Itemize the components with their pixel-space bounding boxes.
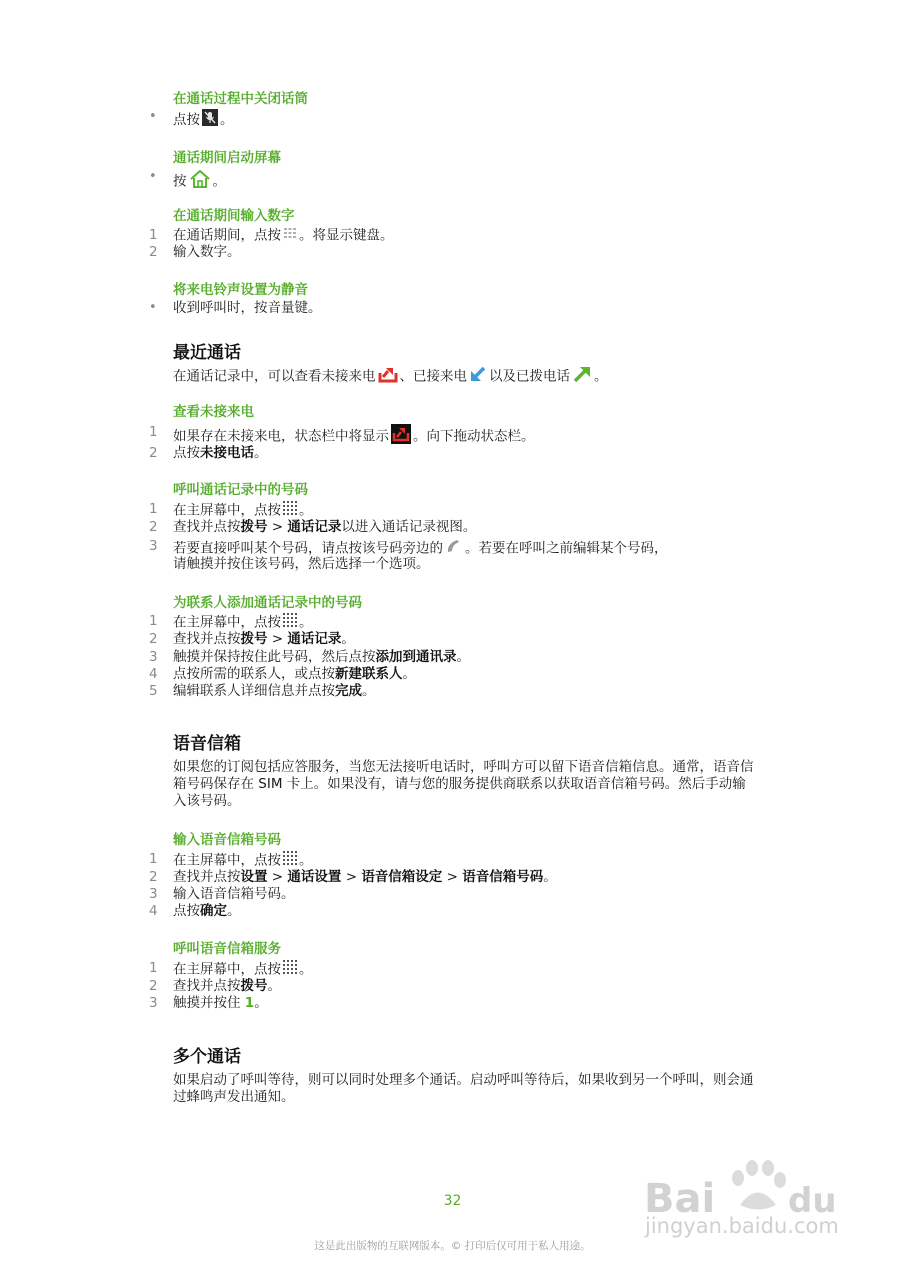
home-icon — [189, 169, 211, 194]
text: 触摸并按住 — [173, 995, 245, 1011]
step-vm-2 — [173, 869, 557, 886]
step-add-5 — [173, 683, 376, 700]
bullet: • — [149, 109, 157, 124]
text: 。 — [402, 666, 416, 682]
step-silence: 收到呼叫时，按音量键。 — [173, 300, 322, 316]
text: 。 — [220, 112, 234, 128]
step-number: 1 — [149, 424, 158, 440]
step-number: 1 — [149, 613, 158, 629]
step-number: 4 — [149, 903, 158, 919]
bold-term: 添加到通讯录 — [375, 649, 457, 665]
heading-silence: 将来电铃声设置为静音 — [173, 282, 308, 298]
step-vm-4 — [173, 903, 241, 920]
heading-mute: 在通话过程中关闭话筒 — [173, 91, 308, 107]
text: 。 — [299, 961, 313, 978]
text: 。 — [212, 173, 226, 190]
text: 在通话记录中，可以查看未接来电 — [173, 368, 376, 385]
step-number: 4 — [149, 666, 158, 682]
step-log-1 — [173, 501, 313, 520]
text-multi: 如果启动了呼叫等待，则可以同时处理多个通话。启动呼叫等待后，如果收到另一个呼叫，则会通过蜂鸣声发出通知。 — [173, 1072, 754, 1105]
step-vmcall-3 — [173, 995, 268, 1012]
heading-voicemail: 语音信箱 — [173, 734, 241, 754]
text: 如果存在未接来电，状态栏中将显示 — [173, 428, 389, 445]
footer-copyright: 这是此出版物的互联网版本。© 打印后仅可用于私人用途。 — [314, 1240, 591, 1252]
heading-multi: 多个通话 — [173, 1047, 241, 1067]
svg-text:Bai: Bai — [644, 1176, 716, 1220]
apps-grid-icon — [283, 851, 297, 870]
text: 查找并点按 — [173, 631, 241, 647]
step-mute — [173, 109, 234, 131]
step-number: 2 — [149, 978, 158, 994]
step-number: 2 — [149, 869, 158, 885]
text: > — [267, 519, 288, 535]
text: 按 — [173, 173, 187, 190]
bold-term: 完成 — [335, 683, 362, 699]
text: 。 — [594, 368, 608, 385]
apps-grid-icon — [283, 960, 297, 979]
text: 编辑联系人详细信息并点按 — [173, 683, 335, 699]
bold-term: 新建联系人 — [335, 666, 403, 682]
heading-call-from-log: 呼叫通话记录中的号码 — [173, 482, 308, 498]
step-number: 2 — [149, 244, 158, 260]
text: 。 — [254, 445, 268, 461]
step-number: 1 — [149, 851, 158, 867]
apps-grid-icon — [283, 613, 297, 632]
step-add-4 — [173, 666, 416, 683]
step-number: 2 — [149, 631, 158, 647]
step-vm-1 — [173, 851, 313, 870]
dialed-call-icon — [572, 364, 592, 389]
bold-term: 确定 — [200, 903, 227, 919]
text: 在主屏幕中，点按 — [173, 961, 281, 978]
heading-recent: 最近通话 — [173, 343, 241, 363]
bullet: • — [149, 300, 157, 315]
text: 。 — [254, 995, 268, 1011]
text: 查找并点按 — [173, 978, 241, 994]
text: 。若要在呼叫之前编辑某个号码， — [465, 540, 668, 557]
step-number: 3 — [149, 538, 158, 554]
bold-term: 语音信箱设定 — [361, 869, 443, 885]
text: 触摸并保持按住此号码，然后点按 — [173, 649, 376, 665]
step-number: 1 — [149, 227, 158, 243]
text: 在主屏幕中，点按 — [173, 614, 281, 631]
text: 点按 — [173, 112, 200, 128]
text: > — [267, 869, 288, 885]
page-number: 32 — [443, 1193, 462, 1209]
step-number: 2 — [149, 519, 158, 535]
text: 。 — [543, 869, 557, 885]
received-call-icon — [469, 365, 487, 388]
text: > — [442, 869, 463, 885]
step-screen — [173, 169, 226, 194]
bold-term: 未接电话 — [200, 445, 254, 461]
text: 。 — [299, 852, 313, 869]
step-add-2 — [173, 631, 355, 648]
bold-term: 通话记录 — [287, 519, 342, 535]
text: 。将显示键盘。 — [299, 227, 394, 244]
watermark-url: jingyan.baidu.com — [645, 1214, 839, 1238]
heading-vm-number: 输入语音信箱号码 — [173, 832, 281, 848]
text: 在通话期间，点按 — [173, 227, 281, 244]
heading-add-contact: 为联系人添加通话记录中的号码 — [173, 595, 362, 611]
text-recent — [173, 364, 608, 389]
key-one: 1 — [244, 995, 255, 1011]
svg-text:du: du — [788, 1181, 837, 1220]
text: 以及已拨电话 — [489, 368, 570, 385]
step-number: 3 — [149, 886, 158, 902]
step-number: 1 — [149, 960, 158, 976]
step-vmcall-1 — [173, 960, 313, 979]
text-voicemail: 如果您的订阅包括应答服务，当您无法接听电话时，呼叫方可以留下语音信箱信息。通常，语音信箱号码保存在 SIM 卡上。如果没有，请与您的服务提供商联系以获取语音信箱号码。然后手动输入该号码。 — [173, 759, 754, 809]
heading-screen: 通话期间启动屏幕 — [173, 150, 281, 166]
text: 。 — [362, 683, 376, 699]
text: 查找并点按 — [173, 519, 241, 535]
status-missed-call-icon — [391, 424, 411, 449]
bullet: • — [149, 169, 157, 184]
text: 点按所需的联系人，或点按 — [173, 666, 335, 682]
step-log-2 — [173, 519, 476, 536]
text: 、已接来电 — [399, 368, 467, 385]
missed-call-icon — [378, 365, 398, 388]
text: 。 — [267, 978, 281, 994]
mute-microphone-icon — [202, 109, 218, 131]
text: 。向下拖动状态栏。 — [413, 428, 535, 445]
text: 以进入通话记录视图。 — [341, 519, 477, 535]
step-log-3-cont: 请触摸并按住该号码，然后选择一个选项。 — [173, 556, 430, 572]
heading-missed: 查看未接来电 — [173, 404, 254, 420]
text: 。 — [341, 631, 355, 647]
heading-digits: 在通话期间输入数字 — [173, 208, 295, 224]
text: > — [267, 631, 288, 647]
step-number: 3 — [149, 995, 158, 1011]
text: 在主屏幕中，点按 — [173, 502, 281, 519]
step-number: 2 — [149, 445, 158, 461]
bold-term: 拨号 — [240, 978, 268, 994]
heading-vm-call: 呼叫语音信箱服务 — [173, 941, 281, 957]
step-add-3 — [173, 649, 470, 666]
text: 。 — [456, 649, 470, 665]
step-vm-3: 输入语音信箱号码。 — [173, 886, 295, 902]
text: 若要直接呼叫某个号码，请点按该号码旁边的 — [173, 540, 443, 557]
step-number: 3 — [149, 649, 158, 665]
text: 查找并点按 — [173, 869, 241, 885]
apps-grid-icon — [283, 501, 297, 520]
step-digits-1 — [173, 227, 394, 245]
text: 。 — [227, 903, 241, 919]
step-digits-2: 输入数字。 — [173, 244, 241, 260]
bold-term: 设置 — [240, 869, 268, 885]
text: 。 — [299, 502, 313, 519]
text: 。 — [299, 614, 313, 631]
dialpad-icon — [283, 227, 297, 244]
step-number: 5 — [149, 683, 158, 699]
bold-term: 语音信箱号码 — [462, 869, 544, 885]
bold-term: 通话设置 — [287, 869, 342, 885]
bold-term: 通话记录 — [287, 631, 342, 647]
bold-term: 拨号 — [240, 519, 268, 535]
phone-handset-icon — [445, 538, 463, 559]
bold-term: 拨号 — [240, 631, 268, 647]
step-missed-2 — [173, 445, 268, 462]
step-number: 1 — [149, 501, 158, 517]
text: 点按 — [173, 903, 200, 919]
text: > — [341, 869, 362, 885]
text: 点按 — [173, 445, 200, 461]
step-add-1 — [173, 613, 313, 632]
step-vmcall-2 — [173, 978, 281, 995]
text: 在主屏幕中，点按 — [173, 852, 281, 869]
